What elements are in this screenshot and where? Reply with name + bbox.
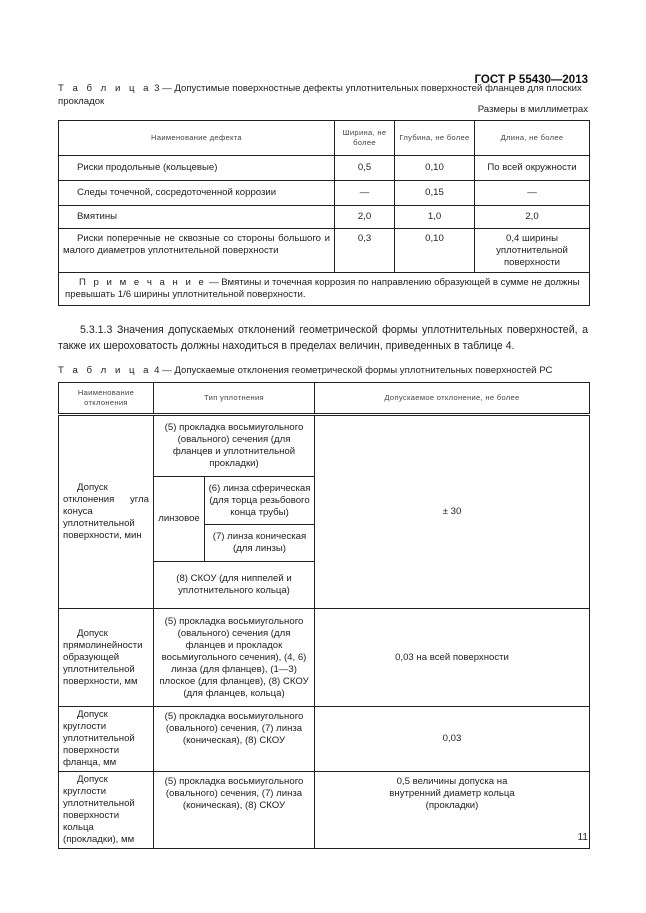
column-header: Глубина, не более xyxy=(395,121,475,156)
table3-header xyxy=(59,121,590,156)
table-row: Вмятины 2,0 1,0 2,0 xyxy=(59,206,590,229)
table3-units: Размеры в миллиметрах xyxy=(477,104,588,115)
table-row: Риски продольные (кольцевые) 0,5 0,10 По всей окружности xyxy=(59,156,590,181)
lens-group-label: линзовое xyxy=(154,477,205,562)
column-header: Тип уплотнения xyxy=(154,383,315,415)
paragraph-5-3-1-3: 5.3.1.3 Значения допускаемых отклонений геометрической формы уплотнительных поверхностей, а также их шероховатость должны находиться в пределах величин, приведенных в таблице 4. xyxy=(58,324,588,352)
column-header: Наименование дефекта xyxy=(59,121,335,156)
document-code: ГОСТ Р 55430—2013 xyxy=(474,74,588,86)
table3-note: П р и м е ч а н и е — Вмятины и точечная коррозия по направлению образующей в сумме не должны превышать 1/6 ширины уплотнительной поверхности. xyxy=(59,273,590,306)
table4-header xyxy=(59,383,590,415)
table-row: Риски поперечные не сквозные со стороны большого и малого диаметров уплотнительной поверхности 0,3 0,10 0,4 ширины уплотнительной поверхности xyxy=(59,229,590,273)
table-row: Допуск отклонения угла конуса уплотнительной поверхности, мин (5) прокладка восьмиугольного (овального) сечения (для фланцев и уплотнительной прокладки) ± 30 xyxy=(59,415,590,477)
column-header: Наименование отклонения xyxy=(59,383,154,415)
table3-caption: Т а б л и ц а 3 — Допустимые поверхностные дефекты уплотнительных поверхностей фланцев для плоских прокладок xyxy=(58,83,582,107)
table4: Наименование отклонения Тип уплотнения Допускаемое отклонение, не более Допуск отклонения угла конуса уплотнительной поверхности, мин (5) прокладка восьмиугольного (овального) сечения (для фланцев и уплотнительной прокладки) ± 30 линзовое (6) линза сферическая (для торца резьбового конца трубы) (7) линза коническая (для линзы) (8) СКОУ (для ниппелей и уплотнительного кольца) Допуск прямолинейности образующей уплотнительной поверхности, мм (5) прокладка восьмиугольного (овального) сечения (для фланцев и прокладок восьмиугольного сечения), (4, 6) линза (для фланцев), (1—3) плоское (для фланцев), (8) СКОУ (для фланцев, кольца) 0,03 на всей поверхности Допуск круглости уплотнительной поверхности фланца, мм (5) прокладка восьмиугольного (овального) сечения, (7) линза (коническая), (8) СКОУ 0,03 Допуск круглости уплотнительной поверхности кольца (прокладки), мм (5) прокладка восьмиугольного (овального) сечения, (7) линза (коническая), (8) СКОУ 0,5 величины допуска на внутренний диаметр кольца (прокладки) xyxy=(58,382,590,849)
column-header: Длина, не более xyxy=(475,121,590,156)
table-row: Допуск круглости уплотнительной поверхности кольца (прокладки), мм (5) прокладка восьмиугольного (овального) сечения, (7) линза (коническая), (8) СКОУ 0,5 величины допуска на внутренний диаметр кольца (прокладки) xyxy=(59,772,590,849)
column-header: Ширина, не более xyxy=(335,121,395,156)
table-row: Допуск прямолинейности образующей уплотнительной поверхности, мм (5) прокладка восьмиугольного (овального) сечения (для фланцев и прокладок восьмиугольного сечения), (4, 6) линза (для фланцев), (1—3) плоское (для фланцев), (8) СКОУ (для фланцев, кольца) 0,03 на всей поверхности xyxy=(59,609,590,707)
page-number: 11 xyxy=(577,832,588,843)
table3 xyxy=(58,120,590,306)
table-row: Следы точечной, сосредоточенной коррозии — 0,15 — xyxy=(59,181,590,206)
column-header: Допускаемое отклонение, не более xyxy=(315,383,590,415)
table-row: Допуск круглости уплотнительной поверхности фланца, мм (5) прокладка восьмиугольного (овального) сечения, (7) линза (коническая), (8) СКОУ 0,03 xyxy=(59,707,590,772)
table4-caption: Т а б л и ц а 4 — Допускаемые отклонения геометрической формы уплотнительных поверхностей РС xyxy=(58,365,553,376)
